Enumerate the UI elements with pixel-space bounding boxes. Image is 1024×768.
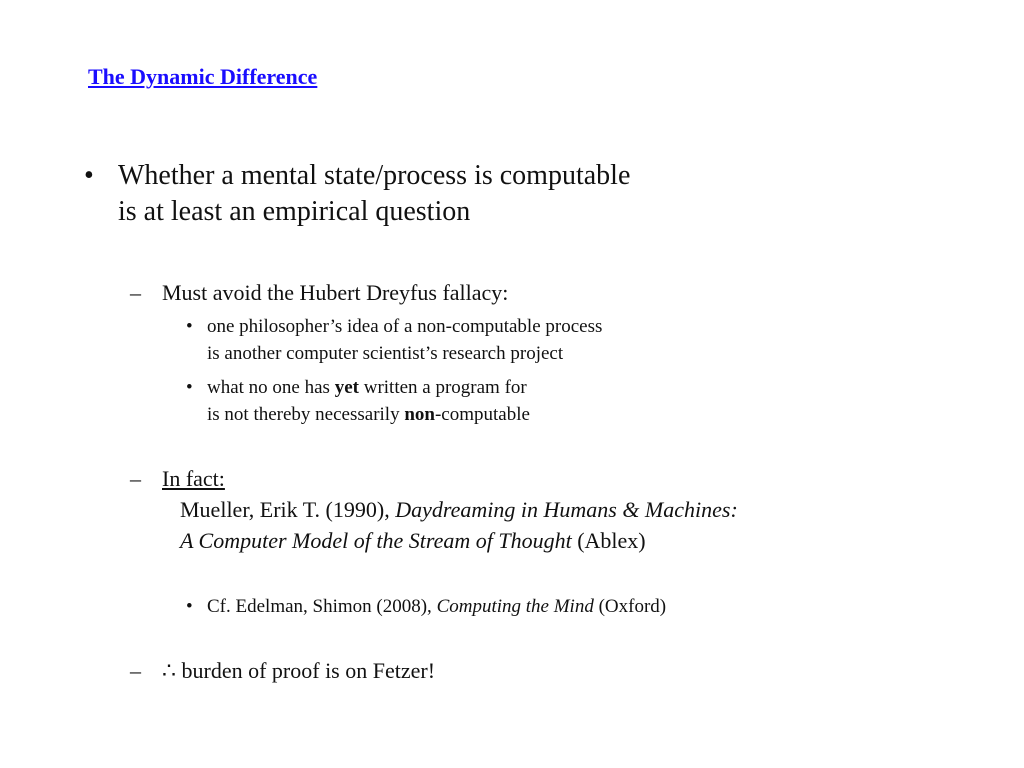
sub-bullet-marker: • [186, 316, 193, 337]
edelman-citation [207, 593, 666, 620]
book-title-part-1: Daydreaming in Humans & Machines: [395, 497, 738, 522]
text-segment: written a program for [358, 377, 527, 398]
book-title-computing-the-mind: Computing the Mind [436, 596, 594, 617]
no-one-yet-line-2 [207, 401, 530, 428]
sub-bullet-marker: • [186, 596, 193, 617]
no-one-yet-text [207, 374, 530, 428]
in-fact-label: In fact: [162, 466, 225, 491]
dash-marker: – [130, 658, 141, 683]
text-segment: -computable [434, 404, 530, 425]
book-title-part-2: A Computer Model of the Stream of Thought [180, 528, 572, 553]
text-segment: Mueller, Erik T. (1990), [180, 497, 396, 522]
no-one-yet-line-1 [207, 374, 530, 401]
dash-marker: – [130, 280, 141, 305]
philosopher-line-1: one philosopher’s idea of a non-computable process [207, 316, 603, 337]
text-segment: is not thereby necessarily [207, 404, 405, 425]
main-bullet-text [118, 158, 630, 230]
text-segment: burden of proof is on Fetzer! [176, 658, 436, 683]
bullet-marker: • [84, 160, 94, 191]
text-segment: Cf. Edelman, Shimon (2008), [207, 596, 437, 617]
main-bullet-line-2: is at least an empirical question [118, 196, 471, 227]
main-bullet-line-1: Whether a mental state/process is computable [118, 160, 631, 191]
sub-bullet-marker: • [186, 377, 193, 398]
therefore-symbol: ∴ [162, 658, 176, 683]
philosopher-idea-text [207, 313, 602, 367]
text-segment: (Oxford) [593, 596, 667, 617]
emphasis-yet: yet [334, 377, 359, 398]
in-fact-block [162, 464, 738, 556]
text-segment: what no one has [207, 377, 335, 398]
slide-title-link[interactable]: The Dynamic Difference [88, 64, 318, 89]
mueller-citation-line-1 [162, 495, 738, 525]
philosopher-line-2: is another computer scientist’s research project [207, 343, 564, 364]
text-segment: (Ablex) [571, 528, 646, 553]
burden-of-proof-text [162, 656, 435, 686]
dash-marker: – [130, 466, 141, 491]
emphasis-non: non [404, 404, 435, 425]
mueller-citation-line-2 [162, 526, 738, 556]
dreyfus-fallacy-text: Must avoid the Hubert Dreyfus fallacy: [162, 280, 509, 305]
